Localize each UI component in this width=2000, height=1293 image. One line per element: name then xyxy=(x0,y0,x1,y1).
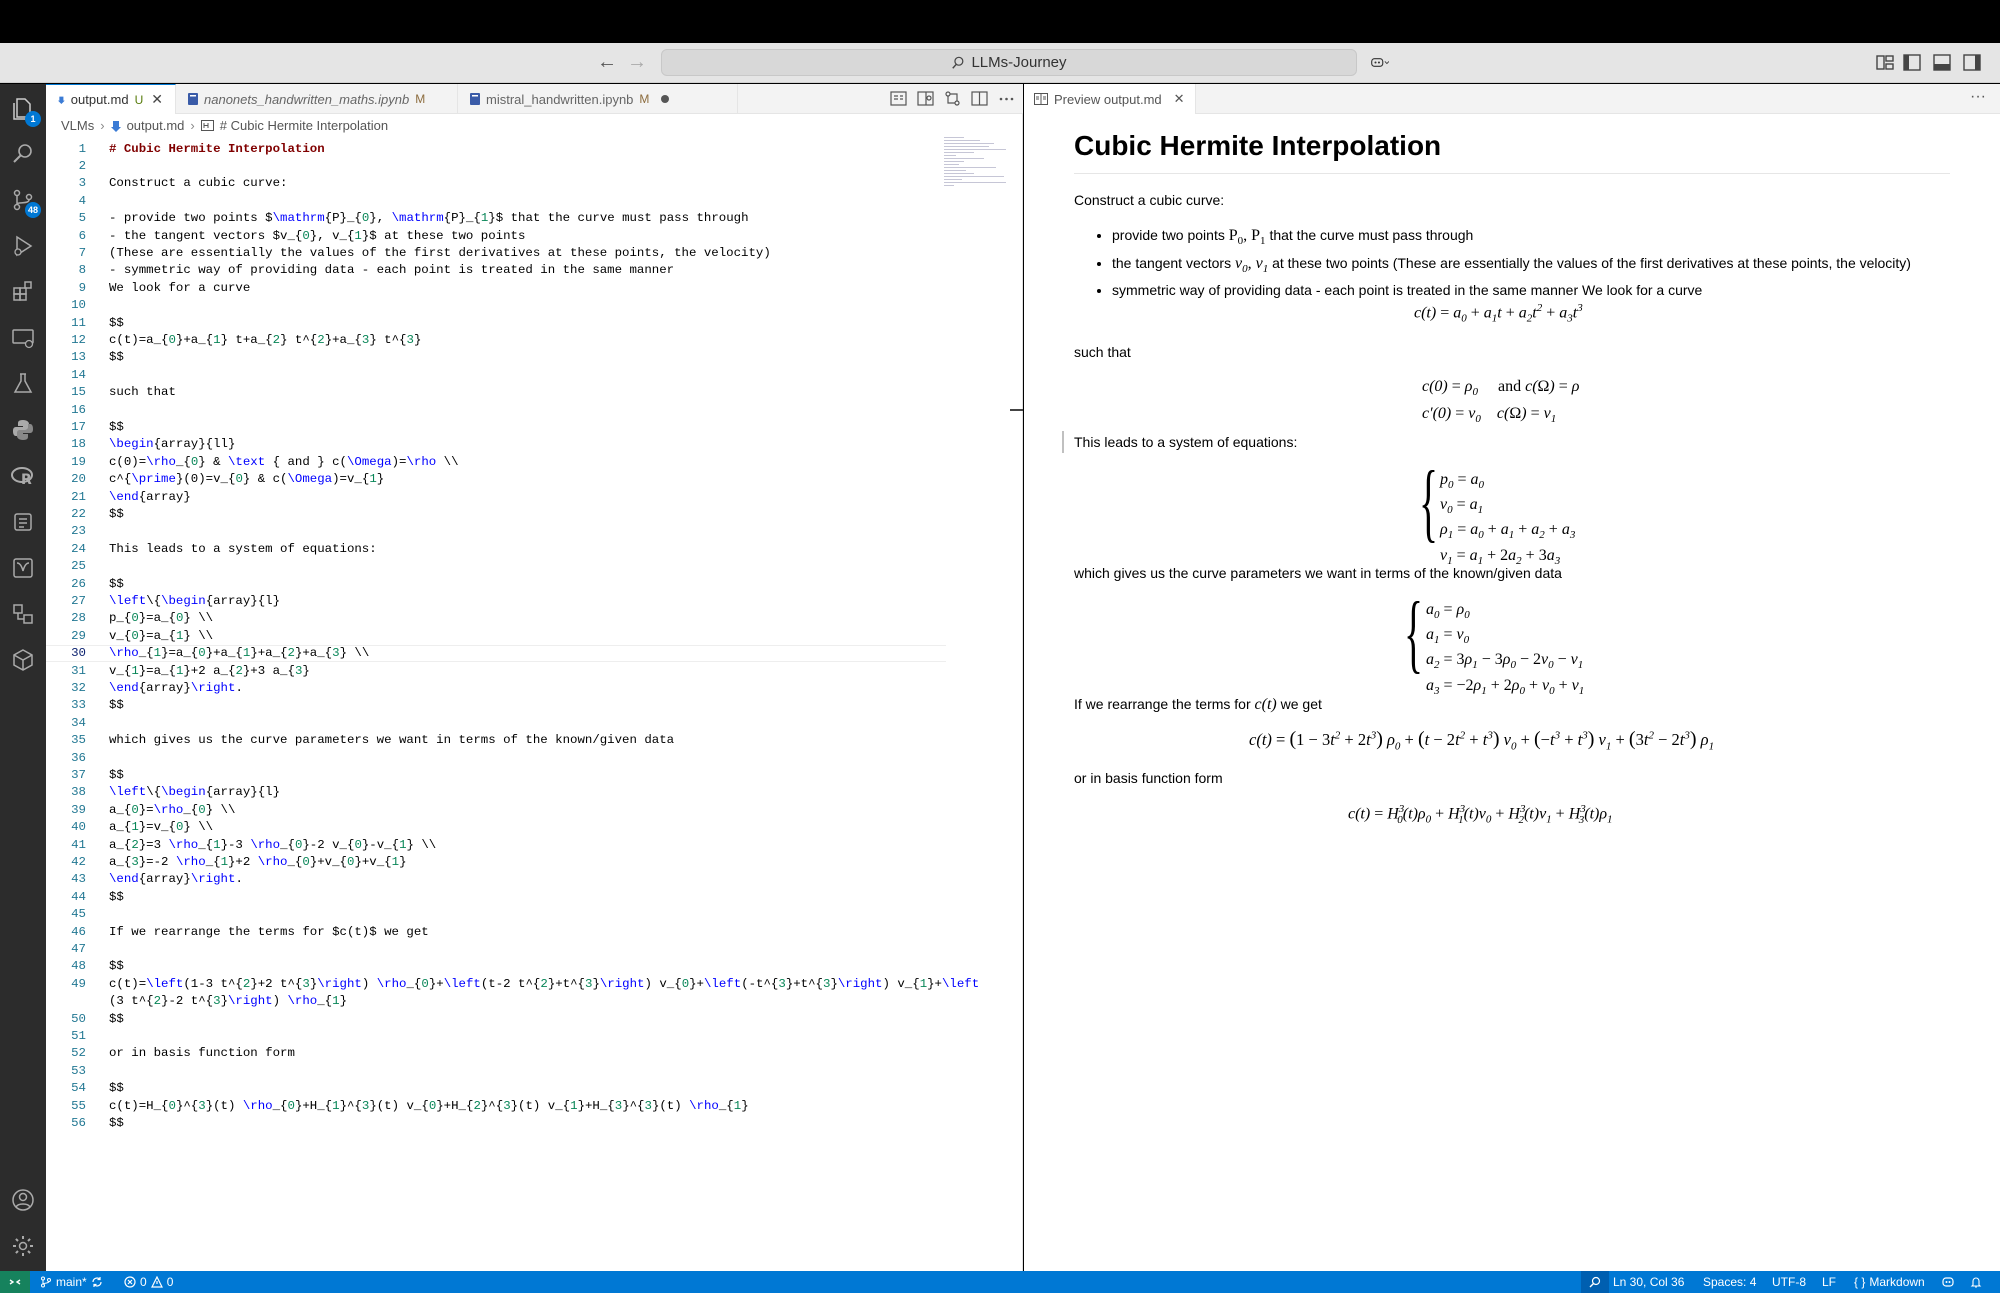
code-line[interactable] xyxy=(46,227,946,244)
code-text: \left\{\begin{array}{l} xyxy=(109,785,281,800)
preview-scroll-sync-marker xyxy=(1062,431,1064,453)
line-number: 42 xyxy=(71,855,86,870)
code-text: We look for a curve xyxy=(109,280,251,295)
code-text: $$ xyxy=(109,768,124,783)
preview-intro: Construct a cubic curve: xyxy=(1074,192,1225,208)
customize-layout-icon[interactable] xyxy=(1876,54,1894,71)
code-line[interactable] xyxy=(46,471,946,488)
warning-icon xyxy=(151,1276,163,1288)
problems-indicator[interactable] xyxy=(124,1271,173,1293)
code-text: (3 t^{2}-2 t^{3}\right) \rho_{1} xyxy=(109,994,347,1009)
notebook-file-icon xyxy=(470,93,480,105)
close-icon[interactable]: ✕ xyxy=(151,91,163,107)
code-text: c(0)=\rho_{0} & \text { and } c(\Omega)=\rho \\ xyxy=(109,454,459,469)
code-text: \end{array}\right. xyxy=(109,872,243,887)
line-number: 35 xyxy=(71,733,86,748)
zoom-search-icon[interactable] xyxy=(1581,1271,1609,1293)
tab-status: M xyxy=(639,92,650,106)
chevron-right-icon: › xyxy=(190,118,195,133)
code-text: v_{1}=a_{1}+2 a_{2}+3 a_{3} xyxy=(109,663,310,678)
line-number: 50 xyxy=(71,1011,86,1026)
line-number: 54 xyxy=(71,1081,86,1096)
code-text: or in basis function form xyxy=(109,1046,295,1061)
editor-group-source xyxy=(46,84,1023,1271)
container-tools-icon[interactable] xyxy=(11,510,35,534)
search-icon xyxy=(951,56,965,70)
code-text: Construct a cubic curve: xyxy=(109,176,288,191)
line-number: 46 xyxy=(71,924,86,939)
line-number: 12 xyxy=(71,333,86,348)
close-icon[interactable]: ✕ xyxy=(1173,91,1185,106)
code-text: a_{0}=\rho_{0} \\ xyxy=(109,802,236,817)
editor-group-preview xyxy=(1024,84,2000,1271)
tab-label: output.md xyxy=(70,92,129,107)
code-line[interactable] xyxy=(46,592,946,609)
line-number: 6 xyxy=(78,228,86,243)
code-text: $$ xyxy=(109,1011,124,1026)
r-language-icon[interactable] xyxy=(11,464,35,488)
code-line[interactable] xyxy=(46,1080,946,1097)
code-line[interactable] xyxy=(46,836,946,853)
code-line[interactable] xyxy=(46,1045,946,1062)
code-line[interactable] xyxy=(46,749,946,766)
code-line[interactable] xyxy=(46,540,946,557)
line-number: 52 xyxy=(71,1046,86,1061)
open-changes-icon[interactable] xyxy=(890,90,907,107)
line-number: 18 xyxy=(71,437,86,452)
account-icon[interactable] xyxy=(11,1188,35,1212)
code-line[interactable] xyxy=(46,436,946,453)
tab-label: mistral_handwritten.ipynb xyxy=(486,91,634,107)
code-line[interactable] xyxy=(46,627,946,644)
line-number: 8 xyxy=(78,263,86,278)
more-actions-icon[interactable]: ··· xyxy=(1970,88,1986,105)
toggle-secondary-sidebar-icon[interactable] xyxy=(1963,54,1981,71)
preview-rearrange-text: If we rearrange the terms for c(t) we get xyxy=(1074,696,1322,713)
error-icon xyxy=(124,1276,136,1288)
code-line[interactable] xyxy=(46,610,946,627)
breadcrumb-file[interactable]: output.md xyxy=(126,118,185,133)
python-icon[interactable] xyxy=(11,418,35,442)
warning-count: 0 xyxy=(166,1275,174,1289)
arrow-right-icon[interactable]: → xyxy=(627,51,647,73)
line-number: 21 xyxy=(71,489,86,504)
code-line[interactable] xyxy=(46,210,946,227)
code-text: which gives us the curve parameters we want in terms of the known/given data xyxy=(109,733,675,748)
code-text: c(t)=H_{0}^{3}(t) \rho_{0}+H_{1}^{3}(t) v_{0}+H_{2}^{3}(t) v_{1}+H_{3}^{3}(t) \rho_{1} xyxy=(109,1098,749,1113)
line-number: 27 xyxy=(71,594,86,609)
notifications-bell-icon[interactable] xyxy=(1970,1271,1982,1293)
code-line[interactable] xyxy=(46,192,946,209)
preview-params-text: which gives us the curve parameters we want in terms of the known/given data xyxy=(1074,565,1562,581)
code-line[interactable] xyxy=(46,175,946,192)
references-icon[interactable] xyxy=(11,602,35,626)
line-number: 41 xyxy=(71,837,86,852)
line-number: 20 xyxy=(71,472,86,487)
line-number: 3 xyxy=(78,176,86,191)
line-number: 33 xyxy=(71,698,86,713)
code-line[interactable] xyxy=(46,331,946,348)
list-item: • provide two points $P_0$, $P_1$ that the curve must pass through xyxy=(1112,225,1911,253)
preview-icon xyxy=(1034,93,1048,105)
code-line[interactable] xyxy=(46,523,946,540)
tab-nanonets-notebook[interactable] xyxy=(176,84,458,114)
code-line[interactable] xyxy=(46,784,946,801)
preview-bullet-list xyxy=(1094,225,1911,302)
settings-gear-icon[interactable] xyxy=(11,1234,35,1258)
git-branch-icon xyxy=(40,1276,52,1288)
line-number: 19 xyxy=(71,454,86,469)
code-text: \end{array}\right. xyxy=(109,681,243,696)
code-line[interactable] xyxy=(46,384,946,401)
more-actions-icon[interactable] xyxy=(998,90,1015,107)
code-text: $$ xyxy=(109,315,124,330)
activity-bar xyxy=(0,84,46,1271)
line-number: 16 xyxy=(71,402,86,417)
code-text: - symmetric way of providing data - each point is treated in the same manner xyxy=(109,263,675,278)
code-line[interactable] xyxy=(46,645,946,662)
left-brace-icon: { xyxy=(1419,454,1439,551)
toggle-primary-sidebar-icon[interactable] xyxy=(1903,54,1921,71)
line-number: 40 xyxy=(71,820,86,835)
line-number: 7 xyxy=(78,246,86,261)
sync-icon[interactable] xyxy=(91,1276,103,1288)
code-text: $$ xyxy=(109,1116,124,1131)
split-editor-icon[interactable] xyxy=(971,90,988,107)
line-number: 45 xyxy=(71,907,86,922)
code-line[interactable] xyxy=(46,157,946,174)
editor-tab-bar xyxy=(46,84,1023,114)
code-text: - the tangent vectors $v_{0}, v_{1}$ at these two points xyxy=(109,228,526,243)
tab-status: U xyxy=(134,92,144,107)
code-text: # Cubic Hermite Interpolation xyxy=(109,141,325,156)
line-number: 13 xyxy=(71,350,86,365)
cursor-position[interactable]: Ln 30, Col 36 xyxy=(1613,1275,1685,1289)
preview-basis-text: or in basis function form xyxy=(1074,770,1223,786)
code-line[interactable] xyxy=(46,418,946,435)
line-number: 2 xyxy=(78,159,86,174)
line-number: 39 xyxy=(71,802,86,817)
code-line[interactable] xyxy=(46,714,946,731)
line-number: 53 xyxy=(71,1063,86,1078)
unsaved-dot-icon[interactable] xyxy=(661,95,669,103)
code-text: \left\{\begin{array}{l} xyxy=(109,594,281,609)
open-preview-side-icon[interactable] xyxy=(917,90,934,107)
line-number: 48 xyxy=(71,959,86,974)
breadcrumb-symbol[interactable]: # Cubic Hermite Interpolation xyxy=(219,118,389,133)
code-text: c(t)=a_{0}+a_{1} t+a_{2} t^{2}+a_{3} t^{3} xyxy=(109,333,422,348)
code-text: a_{2}=3 \rho_{1}-3 \rho_{0}-2 v_{0}-v_{1} \\ xyxy=(109,837,437,852)
toggle-panel-icon[interactable] xyxy=(1933,54,1951,71)
code-line[interactable] xyxy=(46,732,946,749)
encoding[interactable]: UTF-8 xyxy=(1772,1275,1806,1289)
breadcrumb xyxy=(61,118,388,133)
line-number: 28 xyxy=(71,611,86,626)
code-text: If we rearrange the terms for $c(t)$ we get xyxy=(109,924,429,939)
code-editor[interactable] xyxy=(46,140,980,1220)
code-line[interactable] xyxy=(46,558,946,575)
code-text: c^{\prime}(0)=v_{0} & c(\Omega)=v_{1} xyxy=(109,472,385,487)
error-count: 0 xyxy=(140,1275,147,1289)
line-number: 4 xyxy=(78,193,86,208)
line-number: 32 xyxy=(71,681,86,696)
command-center-search[interactable] xyxy=(661,49,1357,76)
equation-parameters: $a_0 = \rho_0$ $a_1 = v_0$ $a_2 = 3\rho_1 - 3\rho_0 - 2v_0 - v_1$ $a_3 = -2\rho_1 + 2\rho_0 + v_0 + v_1$ xyxy=(1426,601,1585,697)
line-number: 9 xyxy=(78,280,86,295)
list-item: • symmetric way of providing data - each point is treated in the same manner We look for a curve xyxy=(1112,280,1911,302)
code-text: $$ xyxy=(109,1081,124,1096)
code-line[interactable] xyxy=(46,1097,946,1114)
code-line[interactable] xyxy=(46,1062,946,1079)
package-icon[interactable] xyxy=(11,648,35,672)
tab-preview-output[interactable] xyxy=(1024,84,1196,114)
code-line[interactable] xyxy=(46,923,946,940)
code-text: $$ xyxy=(109,889,124,904)
title-bar xyxy=(0,43,2000,83)
mermaid-chart-icon[interactable] xyxy=(11,556,35,580)
preview-title: Cubic Hermite Interpolation xyxy=(1074,129,1950,174)
notebook-file-icon xyxy=(188,93,198,105)
chevron-right-icon: › xyxy=(100,118,105,133)
code-line[interactable] xyxy=(46,888,946,905)
code-line[interactable] xyxy=(46,505,946,522)
line-number: 15 xyxy=(71,385,86,400)
line-number: 24 xyxy=(71,541,86,556)
breadcrumb-folder[interactable]: VLMs xyxy=(61,118,95,133)
language-label: Markdown xyxy=(1869,1275,1925,1289)
tab-mistral-notebook[interactable] xyxy=(458,84,738,114)
code-line-wrap[interactable] xyxy=(46,993,946,1010)
code-line[interactable] xyxy=(46,766,946,783)
line-number: 11 xyxy=(71,315,86,330)
explorer-badge: 1 xyxy=(25,111,41,127)
code-line[interactable] xyxy=(46,958,946,975)
code-text: $$ xyxy=(109,698,124,713)
testing-icon[interactable] xyxy=(11,372,35,396)
code-text: (These are essentially the values of the first derivatives at these points, the velocity) xyxy=(109,246,771,261)
line-number: 51 xyxy=(71,1029,86,1044)
code-line[interactable] xyxy=(46,1114,946,1131)
preview-tab-label: Preview output.md xyxy=(1054,91,1162,107)
code-line[interactable] xyxy=(46,940,946,957)
line-number: 17 xyxy=(71,420,86,435)
branch-name: main* xyxy=(56,1275,87,1289)
code-line[interactable] xyxy=(46,1010,946,1027)
remote-indicator-icon[interactable] xyxy=(0,1271,30,1293)
code-line[interactable] xyxy=(46,906,946,923)
scrollbar-thumb[interactable] xyxy=(1010,409,1023,411)
minimap[interactable] xyxy=(944,137,1006,207)
code-line[interactable] xyxy=(46,488,946,505)
line-number: 31 xyxy=(71,663,86,678)
language-mode[interactable] xyxy=(1854,1271,1925,1293)
system-top-bar xyxy=(0,0,2000,43)
code-text: \end{array} xyxy=(109,489,191,504)
code-text: $$ xyxy=(109,420,124,435)
line-number: 49 xyxy=(71,976,86,991)
code-line[interactable] xyxy=(46,401,946,418)
end-of-line[interactable]: LF xyxy=(1822,1275,1837,1289)
line-number: 25 xyxy=(71,559,86,574)
markdown-file-icon xyxy=(111,120,121,132)
code-text: - provide two points $\mathrm{P}_{0}, \mathrm{P}_{1}$ that the curve must pass through xyxy=(109,211,749,226)
line-number: 47 xyxy=(71,942,86,957)
code-text: v_{0}=a_{1} \\ xyxy=(109,628,214,643)
line-number: 37 xyxy=(71,768,86,783)
line-number: 43 xyxy=(71,872,86,887)
code-line[interactable] xyxy=(46,1027,946,1044)
preview-tab-bar xyxy=(1024,84,2000,114)
line-number: 30 xyxy=(71,646,86,661)
arrow-left-icon[interactable]: ← xyxy=(597,51,617,73)
copilot-icon[interactable] xyxy=(1371,54,1397,71)
line-number: 38 xyxy=(71,785,86,800)
line-number: 36 xyxy=(71,750,86,765)
code-line[interactable] xyxy=(46,679,946,696)
line-number: 22 xyxy=(71,507,86,522)
markdown-file-icon xyxy=(58,94,65,106)
code-text: c(t)=\left(1-3 t^{2}+2 t^{3}\right) \rho_{0}+\left(t-2 t^{2}+t^{3}\right) v_{0}+\left(-t^{3}+t^{3}\right) v_{1}+\left xyxy=(109,976,980,991)
remote-explorer-icon[interactable] xyxy=(11,326,35,350)
heading-symbol-icon xyxy=(201,120,214,131)
code-line[interactable] xyxy=(46,244,946,261)
tab-status: M xyxy=(415,92,426,106)
code-line[interactable] xyxy=(46,349,946,366)
tab-output-md[interactable] xyxy=(46,84,176,114)
command-center-label: LLMs-Journey xyxy=(971,54,1067,71)
copilot-status-icon[interactable] xyxy=(1942,1271,1954,1293)
code-line[interactable] xyxy=(46,262,946,279)
code-line[interactable] xyxy=(46,662,946,679)
equation-cubic-curve: $c(t) = a_0 + a_1t + a_2t^2 + a_3t^3$ xyxy=(1414,302,1583,325)
list-item: • the tangent vectors $v_0$, $v_1$ at these two points (These are essentially the values of the first derivatives at these points, the velocity) xyxy=(1112,253,1911,281)
source-control-badge: 48 xyxy=(25,202,41,218)
code-text: \rho_{1}=a_{0}+a_{1}+a_{2}+a_{3} \\ xyxy=(109,646,370,661)
left-brace-icon: { xyxy=(1404,585,1424,682)
line-number: 10 xyxy=(71,298,86,313)
code-text: p_{0}=a_{0} \\ xyxy=(109,611,214,626)
equation-conditions: $c(0) = \rho_0$ and c(Ω) = ρ $c'(0) = v_0$ $c(\Omega) = v_1$ xyxy=(1422,378,1580,426)
line-number: 55 xyxy=(71,1098,86,1113)
code-text: a_{1}=v_{0} \\ xyxy=(109,820,214,835)
line-number: 29 xyxy=(71,628,86,643)
code-line[interactable] xyxy=(46,853,946,870)
code-text: $$ xyxy=(109,576,124,591)
code-line[interactable] xyxy=(46,975,980,992)
equation-basis-form: $c(t) = H^3_0(t)\rho_0 + H^3_1(t)v_0 + H^3_2(t)v_1 + H^3_3(t)\rho_1$ xyxy=(1348,803,1613,826)
code-text: such that xyxy=(109,385,176,400)
code-line[interactable] xyxy=(46,279,946,296)
source-control-icon[interactable] xyxy=(11,188,38,215)
branch-indicator[interactable] xyxy=(40,1271,103,1293)
code-line[interactable] xyxy=(46,697,946,714)
code-line[interactable] xyxy=(46,366,946,383)
code-text: $$ xyxy=(109,959,124,974)
editor-actions xyxy=(890,90,1015,107)
code-line[interactable] xyxy=(46,801,946,818)
extensions-icon[interactable] xyxy=(11,280,35,304)
code-text: $$ xyxy=(109,350,124,365)
code-line[interactable] xyxy=(46,314,946,331)
indentation[interactable]: Spaces: 4 xyxy=(1703,1275,1757,1289)
equation-rearranged: $c(t) = (1 - 3t^2 + 2t^3)$ $\rho_0 + (t - 2t^2 + t^3) v_0 + (-t^3 + t^3) v_1 + (3t^2 - 2t^3)$ $\rho_1$ xyxy=(1249,728,1715,753)
search-icon[interactable] xyxy=(11,142,35,166)
run-debug-icon[interactable] xyxy=(11,234,35,258)
code-text: $$ xyxy=(109,507,124,522)
line-number: 1 xyxy=(78,141,86,156)
code-text: a_{3}=-2 \rho_{1}+2 \rho_{0}+v_{0}+v_{1} xyxy=(109,855,407,870)
tab-label: nanonets_handwritten_maths.ipynb xyxy=(204,91,410,107)
code-line[interactable] xyxy=(46,453,946,470)
code-line[interactable] xyxy=(46,575,946,592)
code-line[interactable] xyxy=(46,297,946,314)
line-number: 5 xyxy=(78,211,86,226)
line-number: 14 xyxy=(71,367,86,382)
line-number: 56 xyxy=(71,1116,86,1131)
line-number: 23 xyxy=(71,524,86,539)
explorer-icon[interactable] xyxy=(11,97,36,124)
line-number: 26 xyxy=(71,576,86,591)
preview-such-that: such that xyxy=(1074,344,1131,360)
equation-system: $p_0 = a_0$ $v_0 = a_1$ $\rho_1 = a_0 + a_1 + a_2 + a_3$ $v_1 = a_1 + 2a_2 + 3a_3$ xyxy=(1440,471,1576,567)
code-line[interactable] xyxy=(46,819,946,836)
compare-changes-icon[interactable] xyxy=(944,90,961,107)
status-bar xyxy=(0,1271,2000,1293)
svg-text:R: R xyxy=(21,472,32,488)
code-line[interactable] xyxy=(46,140,946,157)
code-text: This leads to a system of equations: xyxy=(109,541,377,556)
code-text: \begin{array}{ll} xyxy=(109,437,236,452)
preview-system-text: This leads to a system of equations: xyxy=(1074,434,1298,450)
code-line[interactable] xyxy=(46,871,946,888)
braces-icon: { } xyxy=(1854,1275,1866,1289)
line-number: 34 xyxy=(71,715,86,730)
line-number: 44 xyxy=(71,889,86,904)
